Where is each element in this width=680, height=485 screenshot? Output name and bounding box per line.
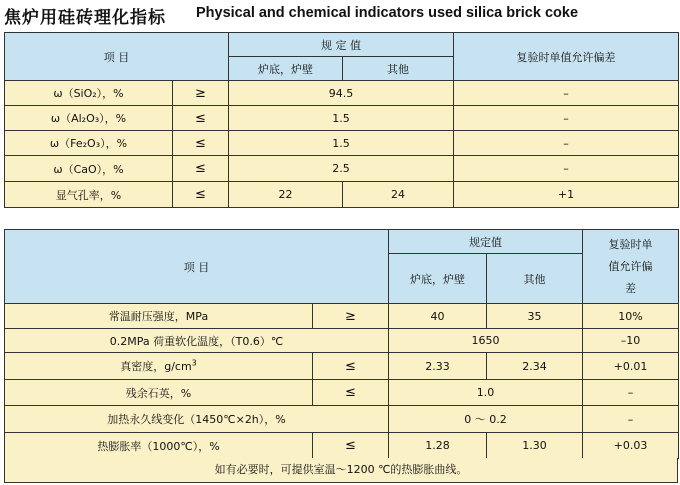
t1-header-item: 项 目 (5, 33, 229, 81)
row-operator: ≤ (313, 380, 389, 406)
row-item: 加热永久线变化（1450℃×2h），% (5, 406, 389, 433)
t2-header-deviation-line: 差 (625, 281, 636, 295)
table-row (5, 156, 679, 182)
row-value: 1650 (389, 329, 583, 353)
t1-header-spec-b: 其他 (343, 57, 454, 81)
row-item: ω（SiO₂），% (5, 81, 173, 106)
table-row (5, 131, 679, 156)
title-english: Physical and chemical indicators used silica brick coke (196, 5, 579, 21)
row-operator: ≥ (173, 81, 229, 106)
table-row (5, 182, 679, 208)
table-row (5, 81, 679, 106)
table-row (5, 106, 679, 131)
row-item: ω（Al₂O₃），% (5, 106, 173, 131)
footnote: 如有必要时，可提供室温～1200 ℃的热膨胀曲线。 (4, 458, 678, 483)
table-row (5, 406, 679, 433)
t2-header-spec-b: 其他 (487, 254, 583, 304)
row-operator: ≤ (173, 156, 229, 182)
row-item-text: 真密度，g/cm (120, 360, 192, 373)
row-deviation: –10 (583, 329, 679, 353)
row-deviation: – (583, 380, 679, 406)
page-header (2, 0, 678, 30)
row-item-superscript: 3 (191, 358, 197, 368)
t2-header-spec: 规定值 (389, 230, 583, 254)
row-value: 1.5 (229, 131, 454, 156)
row-value-a: 22 (229, 182, 343, 208)
table-row (5, 353, 679, 380)
row-value: 0 ～ 0.2 (389, 406, 583, 433)
table-row (5, 304, 679, 329)
row-item: ω（Fe₂O₃），% (5, 131, 173, 156)
t1-header-spec-a: 炉底，炉壁 (229, 57, 343, 81)
row-value-a: 2.33 (389, 353, 487, 380)
row-item: 显气孔率，% (5, 182, 173, 208)
row-item: ω（CaO），% (5, 156, 173, 182)
row-deviation: +0.01 (583, 353, 679, 380)
row-value-b: 2.34 (487, 353, 583, 380)
row-deviation: +1 (454, 182, 679, 208)
row-operator: ≤ (313, 353, 389, 380)
row-value-b: 1.30 (487, 433, 583, 459)
table-row (5, 329, 679, 353)
t2-header-deviation (583, 230, 679, 304)
row-value: 94.5 (229, 81, 454, 106)
row-deviation: +0.03 (583, 433, 679, 459)
row-item: 残余石英，% (5, 380, 313, 406)
row-item: 0.2MPa 荷重软化温度，（T0.6）℃ (5, 329, 389, 353)
row-item: 热膨胀率（1000℃），% (5, 433, 313, 459)
row-operator: ≤ (173, 131, 229, 156)
row-deviation: – (454, 106, 679, 131)
table-row (5, 433, 679, 459)
row-operator: ≤ (313, 433, 389, 459)
row-deviation: – (583, 406, 679, 433)
row-value-b: 24 (343, 182, 454, 208)
row-operator: ≤ (173, 106, 229, 131)
row-item: 常温耐压强度，MPa (5, 304, 313, 329)
row-deviation: – (454, 81, 679, 106)
row-deviation: – (454, 156, 679, 182)
row-item (5, 353, 313, 380)
t2-header-item: 项 目 (5, 230, 389, 304)
row-value-a: 40 (389, 304, 487, 329)
title-chinese: 焦炉用硅砖理化指标 (4, 8, 166, 28)
t2-header-spec-a: 炉底，炉壁 (389, 254, 487, 304)
table-row (5, 380, 679, 406)
row-value: 2.5 (229, 156, 454, 182)
row-value-b: 35 (487, 304, 583, 329)
row-operator: ≥ (313, 304, 389, 329)
row-value: 1.0 (389, 380, 583, 406)
row-deviation: 10% (583, 304, 679, 329)
t2-header-deviation-line: 值允许偏 (608, 259, 653, 273)
chemical-indicators-table (4, 32, 679, 208)
t1-header-deviation: 复验时单值允许偏差 (454, 33, 679, 81)
t1-header-spec: 规 定 值 (229, 33, 454, 57)
physical-indicators-table (4, 229, 679, 459)
t2-header-deviation-line: 复验时单 (608, 237, 653, 251)
row-value: 1.5 (229, 106, 454, 131)
row-deviation: – (454, 131, 679, 156)
row-value-a: 1.28 (389, 433, 487, 459)
row-operator: ≤ (173, 182, 229, 208)
